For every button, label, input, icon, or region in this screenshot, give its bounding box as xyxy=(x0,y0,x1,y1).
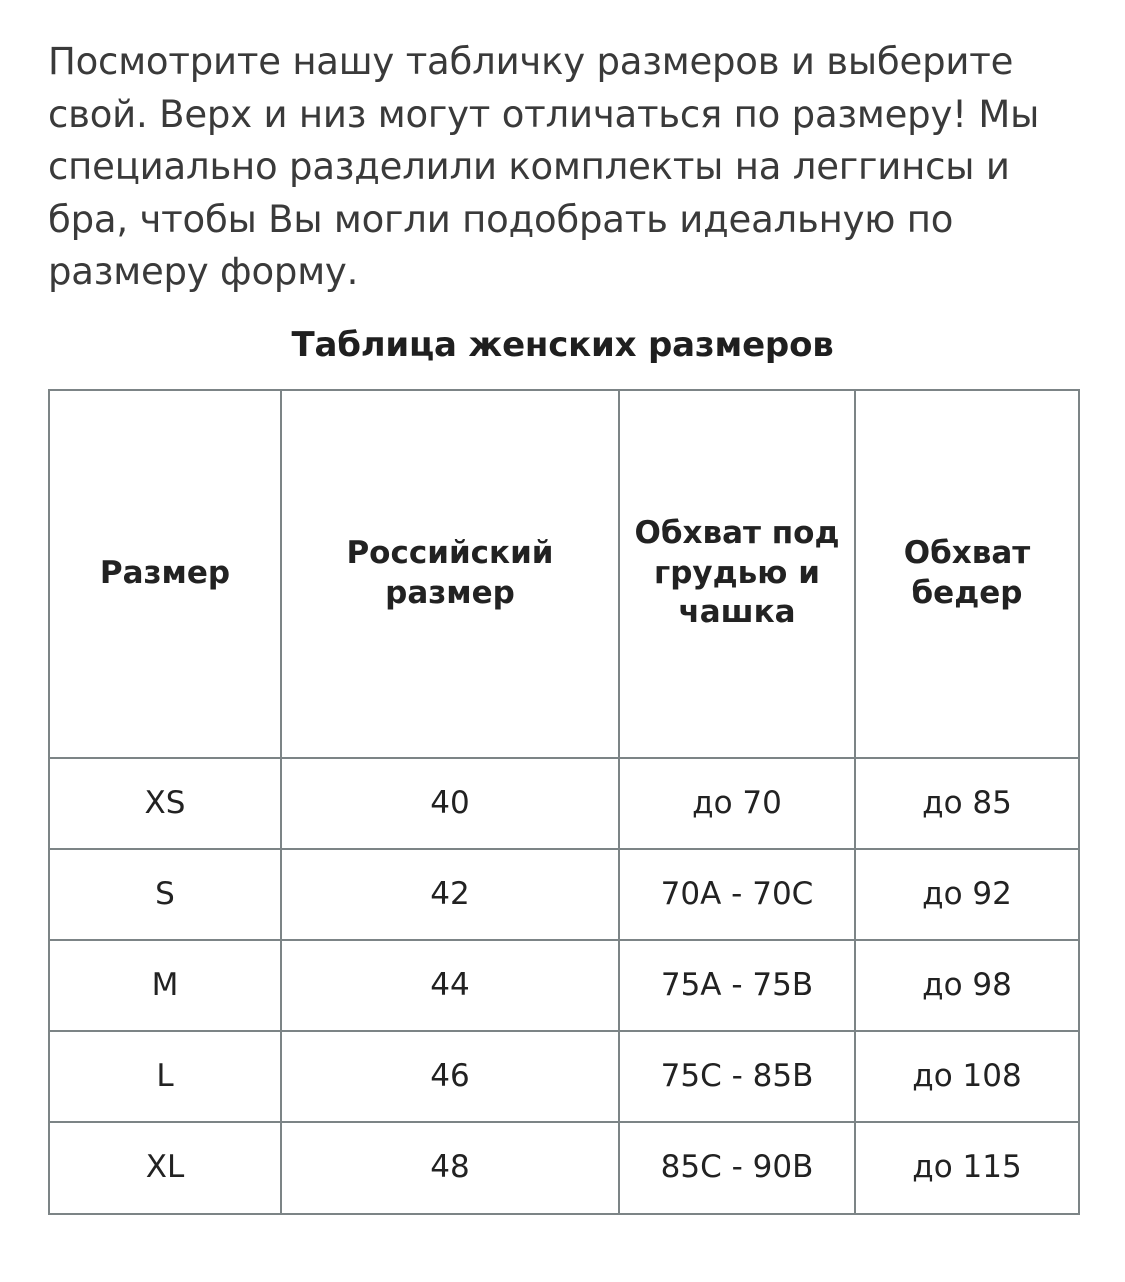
cell-russian-size: 42 xyxy=(281,849,619,940)
cell-hips: до 115 xyxy=(855,1122,1079,1213)
cell-russian-size: 46 xyxy=(281,1031,619,1122)
cell-size: S xyxy=(49,849,281,940)
cell-size: L xyxy=(49,1031,281,1122)
cell-russian-size: 44 xyxy=(281,940,619,1031)
table-body xyxy=(49,758,1079,1214)
intro-paragraph: Посмотрите нашу табличку размеров и выберите свой. Верх и низ могут отличаться по размеру! Мы специально разделили комплекты на леггинсы и бра, чтобы Вы могли подобрать идеальную по размеру форму. xyxy=(48,40,1040,294)
cell-hips: до 108 xyxy=(855,1031,1079,1122)
women-size-table xyxy=(48,389,1080,1215)
column-header-hips: Обхват бедер xyxy=(855,390,1079,758)
table-title: Таблица женских размеров xyxy=(291,324,834,365)
cell-hips: до 92 xyxy=(855,849,1079,940)
cell-hips: до 85 xyxy=(855,758,1079,849)
bottom-spacer xyxy=(48,1215,1077,1255)
table-row xyxy=(49,1031,1079,1122)
table-row xyxy=(49,940,1079,1031)
cell-size: XS xyxy=(49,758,281,849)
column-header-size: Размер xyxy=(49,390,281,758)
table-head xyxy=(49,390,1079,758)
table-row xyxy=(49,758,1079,849)
cell-size: XL xyxy=(49,1122,281,1213)
column-header-underbust-and-cup: Обхват под грудью и чашка xyxy=(619,390,855,758)
cell-underbust-and-cup: 75A - 75B xyxy=(619,940,855,1031)
column-header-russian-size: Российский размер xyxy=(281,390,619,758)
cell-underbust-and-cup: 85C - 90B xyxy=(619,1122,855,1213)
table-row xyxy=(49,1122,1079,1213)
cell-russian-size: 40 xyxy=(281,758,619,849)
cell-russian-size: 48 xyxy=(281,1122,619,1213)
cell-underbust-and-cup: до 70 xyxy=(619,758,855,849)
cell-size: M xyxy=(49,940,281,1031)
table-header-row xyxy=(49,390,1079,758)
table-row xyxy=(49,849,1079,940)
cell-underbust-and-cup: 70A - 70C xyxy=(619,849,855,940)
cell-underbust-and-cup: 75C - 85B xyxy=(619,1031,855,1122)
cell-hips: до 98 xyxy=(855,940,1079,1031)
